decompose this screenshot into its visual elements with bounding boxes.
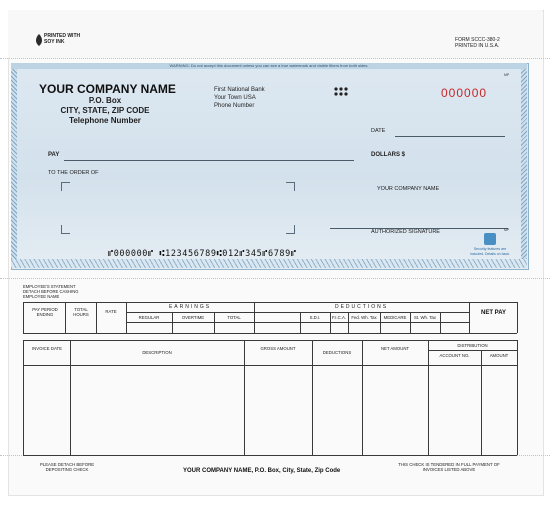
earnings-table-top xyxy=(23,302,517,303)
invoice-date-header: INVOICE DATE xyxy=(31,346,62,351)
amount-header: AMOUNT xyxy=(489,353,509,358)
bank-name: First National Bank xyxy=(214,87,265,93)
form-number: FORM SCCC-380-2 xyxy=(455,37,500,43)
signer-company: YOUR COMPANY NAME xyxy=(377,186,440,192)
company-po-box: P.O. Box xyxy=(88,96,122,105)
order-label: TO THE ORDER OF xyxy=(48,170,99,176)
form-number-block xyxy=(455,37,500,49)
st-tax-header: St. Wh. Tax xyxy=(414,315,436,320)
pay-label: PAY xyxy=(48,152,60,158)
security-features-text: Security features are included. Details on back. xyxy=(470,247,510,256)
statement-line-3: EMPLOYEE NAME xyxy=(23,294,60,299)
invoice-header-bottom xyxy=(23,365,517,366)
date-line xyxy=(395,136,505,137)
rate-header: RATE xyxy=(105,309,117,314)
security-border-right xyxy=(521,69,527,259)
sdi-header: S.D.I. xyxy=(309,315,321,320)
earnings-subheader-line-2 xyxy=(126,322,469,323)
deductions-header: DEDUCTIONS xyxy=(334,304,389,310)
col-divider xyxy=(312,340,313,455)
printed-in: PRINTED IN U.S.A. xyxy=(455,43,500,49)
total-header: TOTAL xyxy=(227,315,241,320)
mp-mark-lower: MP xyxy=(504,228,510,232)
earnings-table-bottom xyxy=(23,333,517,334)
overtime-header: OVERTIME xyxy=(181,315,205,320)
regular-header: REGULAR xyxy=(138,315,160,320)
perforation-top xyxy=(0,58,550,59)
invoice-table-left xyxy=(23,340,24,455)
distribution-subline xyxy=(428,350,517,351)
statement-line-1: EMPLOYEE'S STATEMENT xyxy=(23,284,76,289)
invoice-table-top xyxy=(23,340,517,341)
pay-line xyxy=(64,160,354,161)
security-border-bottom xyxy=(11,259,527,268)
gross-amount-header: GROSS AMOUNT xyxy=(260,346,296,351)
bank-phone: Phone Number xyxy=(214,103,255,109)
earnings-subheader-line xyxy=(126,312,469,313)
check-number: 000000 xyxy=(441,86,488,100)
invoice-table-right xyxy=(517,340,518,455)
col-divider xyxy=(362,340,363,455)
warning-band: WARNING: Do not accept this document unless you can see a true watermark and visible fibers from both sides. xyxy=(11,63,527,69)
fed-tax-header: Fed. Wh. Tax xyxy=(351,315,377,320)
col-divider xyxy=(481,350,482,455)
security-lock-icon xyxy=(484,233,496,245)
perforation-middle xyxy=(0,278,550,279)
address-window-corner-bl xyxy=(61,225,70,234)
net-pay-header: NET PAY xyxy=(481,310,507,316)
soy-ink-logo-icon xyxy=(34,33,44,47)
distribution-header: DISTRIBUTION xyxy=(457,343,488,348)
bank-town: Your Town USA xyxy=(214,95,256,101)
footer-company-line: YOUR COMPANY NAME, P.O. Box, City, State, Zip Code xyxy=(183,468,341,474)
soy-ink-label: PRINTED WITH SOY INK xyxy=(44,33,81,45)
col-divider xyxy=(469,302,470,333)
description-header: DESCRIPTION xyxy=(142,350,172,355)
fica-header: F.I.C.A. xyxy=(331,315,347,320)
col-divider xyxy=(70,340,71,455)
micr-line: ⑈000000⑈ ⑆123456789⑆012⑈345⑈6789⑈ xyxy=(108,249,297,259)
address-window-corner-tl xyxy=(61,182,70,191)
invoice-table-bottom xyxy=(23,455,517,456)
net-amount-header: NET AMOUNT xyxy=(380,346,410,351)
earnings-table-left xyxy=(23,302,24,333)
address-window-corner-br xyxy=(286,225,295,234)
address-window-corner-tr xyxy=(286,182,295,191)
col-divider xyxy=(440,312,441,333)
col-divider xyxy=(65,302,66,333)
account-no-header: ACCOUNT NO. xyxy=(439,353,470,358)
col-divider xyxy=(96,302,97,333)
security-border-left xyxy=(11,69,17,259)
company-city: CITY, STATE, ZIP CODE xyxy=(60,106,150,115)
bank-logo-icon xyxy=(333,86,349,98)
date-label: DATE xyxy=(371,128,386,134)
medicare-header: MEDICARE xyxy=(383,315,407,320)
top-strip xyxy=(8,10,542,58)
authorized-signature-label: AUTHORIZED SIGNATURE xyxy=(371,229,440,235)
pay-period-header: PAY PERIOD ENDING xyxy=(32,307,58,317)
statement-line-2: DETACH BEFORE CASHING xyxy=(23,289,79,294)
company-name: YOUR COMPANY NAME xyxy=(39,82,176,96)
dollars-label: DOLLARS $ xyxy=(371,152,406,158)
bank-info xyxy=(214,86,265,110)
mp-mark: MP xyxy=(504,73,510,77)
tender-notice: THIS CHECK IS TENDERED IN FULL PAYMENT OF INVOICES LISTED ABOVE xyxy=(398,462,500,472)
deductions-col-header: DEDUCTIONS xyxy=(322,350,352,355)
earnings-header: EARNINGS xyxy=(168,304,212,310)
company-phone: Telephone Number xyxy=(69,116,141,125)
earnings-table-right xyxy=(517,302,518,333)
detach-notice: PLEASE DETACH BEFORE DEPOSITING CHECK xyxy=(39,462,95,472)
total-hours-header: TOTAL HOURS xyxy=(73,307,89,317)
employee-statement xyxy=(23,284,79,299)
col-divider xyxy=(244,340,245,455)
